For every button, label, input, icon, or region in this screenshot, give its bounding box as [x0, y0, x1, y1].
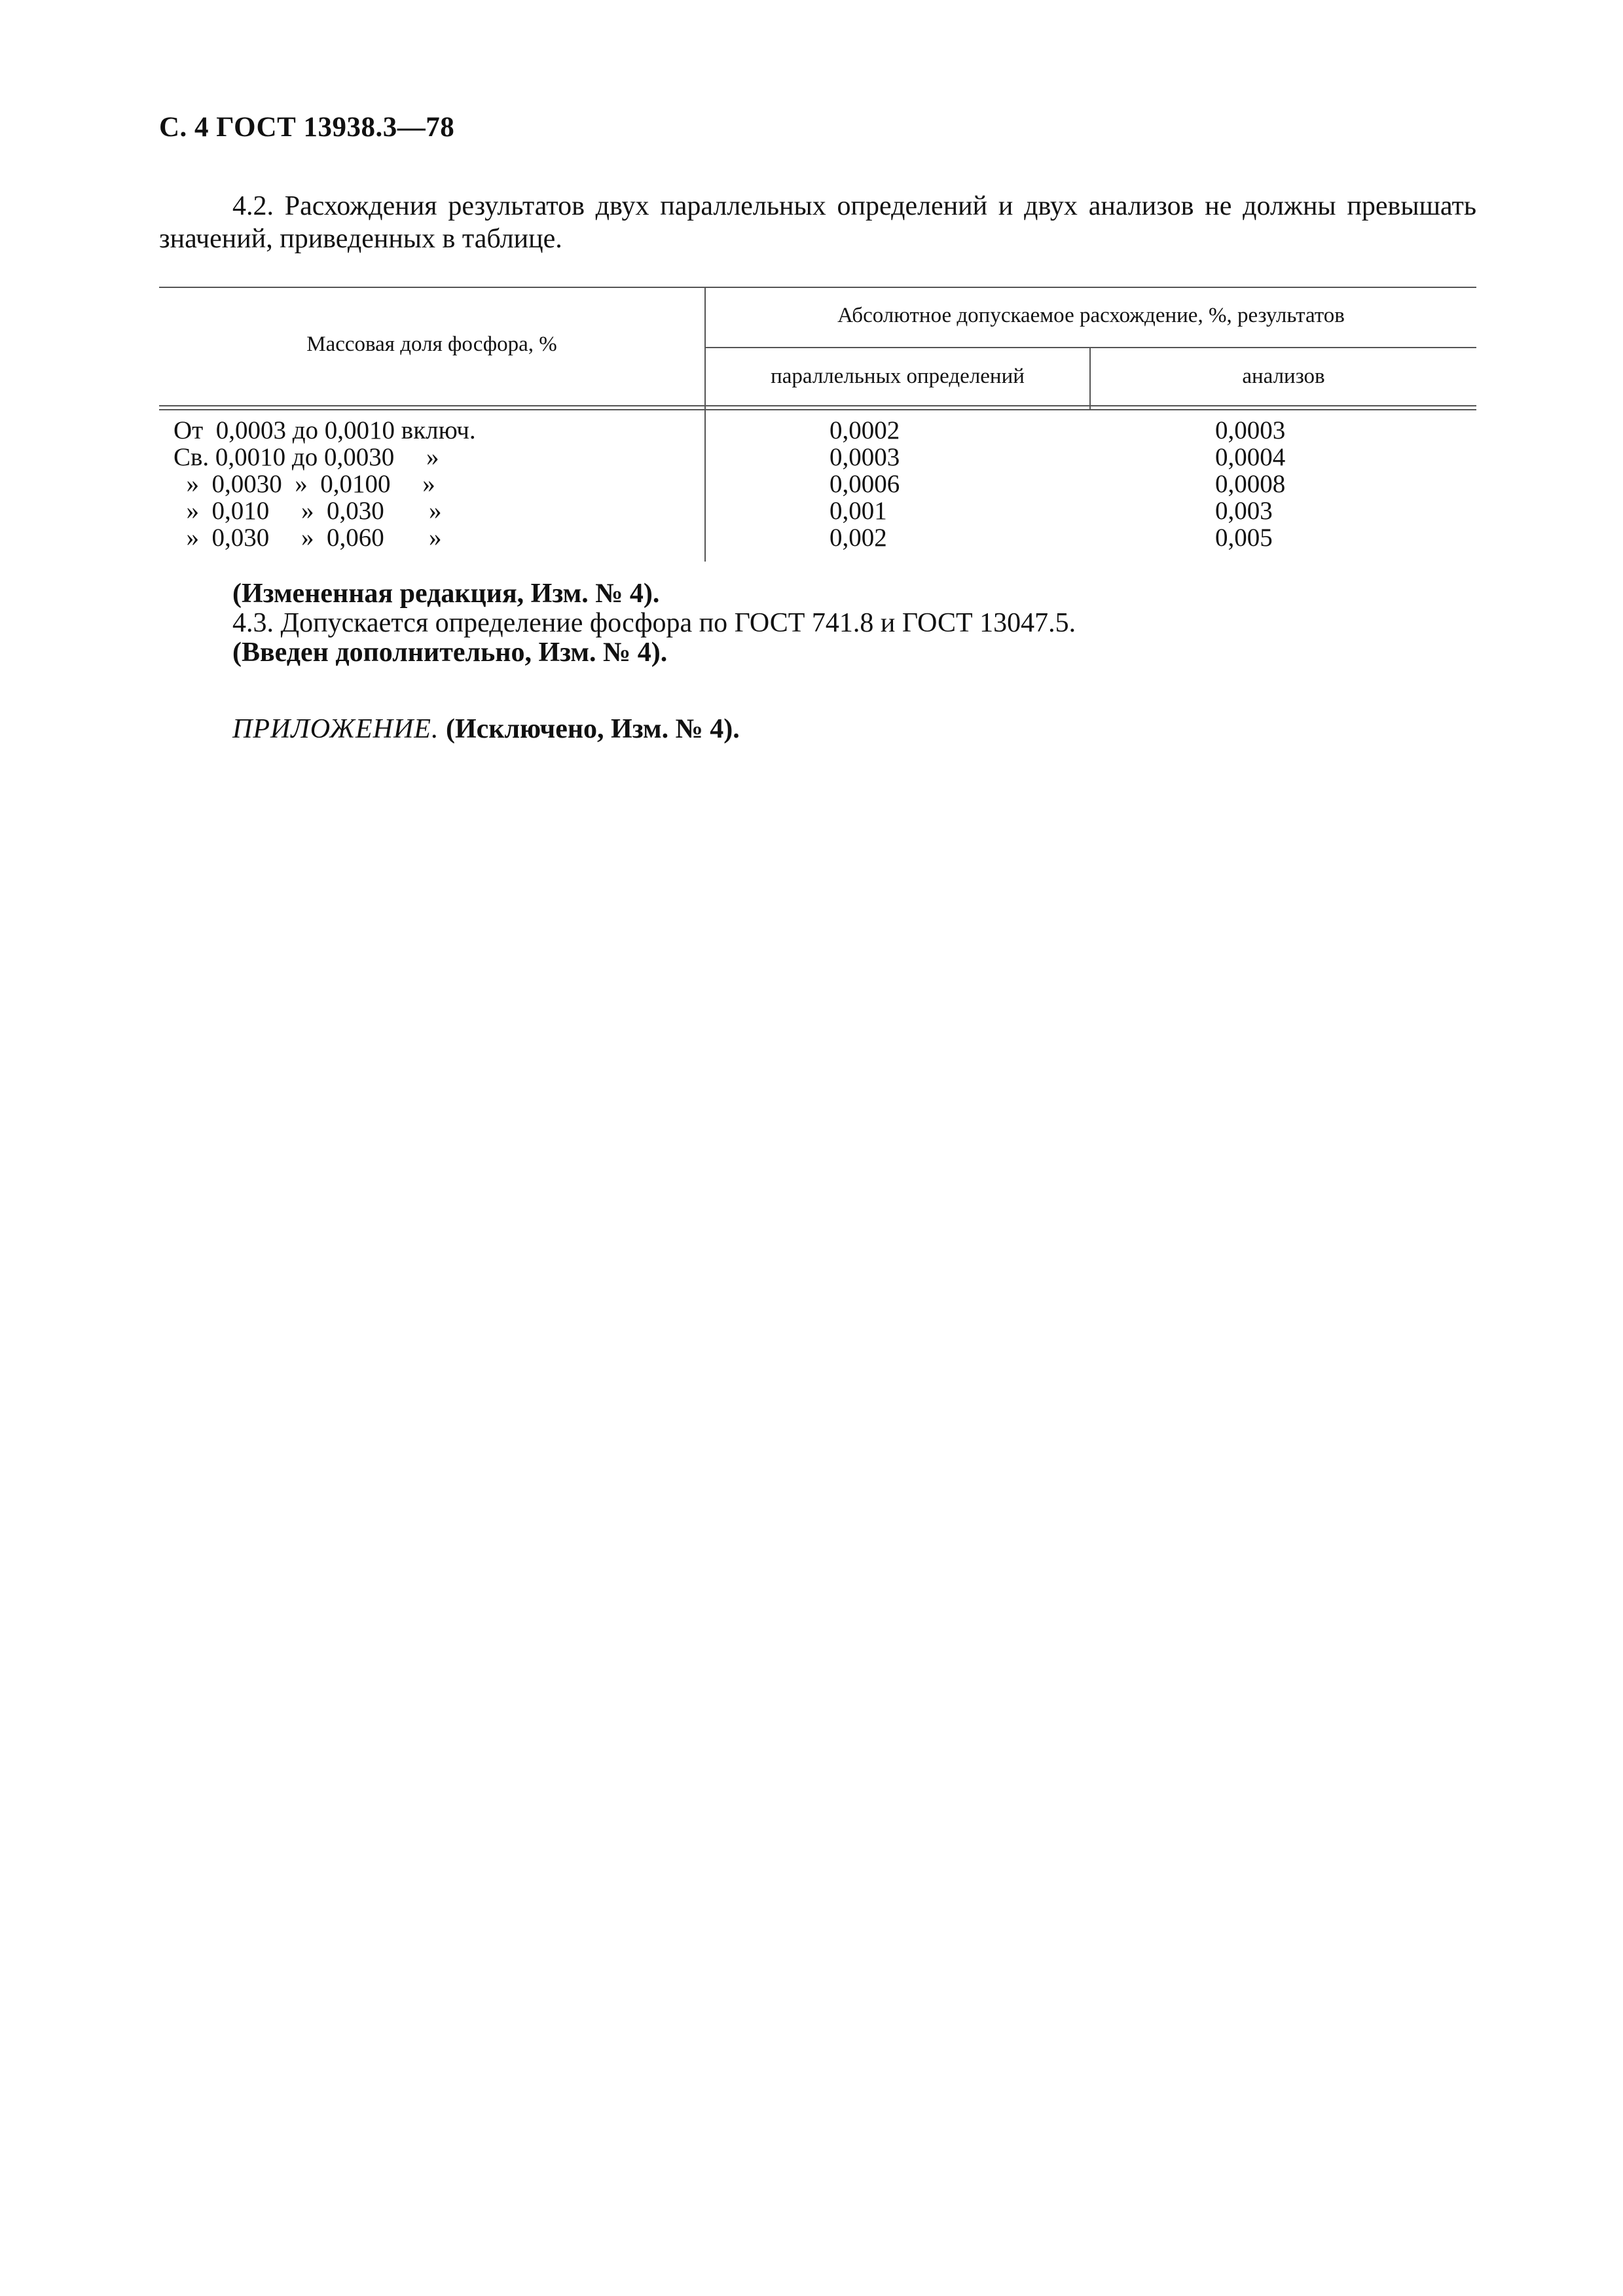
- table-cell-parallel: 0,001: [830, 497, 887, 525]
- table-cell-analyses: 0,0004: [1215, 443, 1286, 471]
- table-header-mass-fraction: Массовая доля фосфора, %: [306, 332, 557, 356]
- table-header-analyses: анализов: [1242, 365, 1325, 388]
- page-header: С. 4 ГОСТ 13938.3—78: [159, 112, 455, 143]
- table-header-abs-difference: Абсолютное допускаемое расхождение, %, результатов: [837, 304, 1345, 327]
- table-cell-range: » 0,030 » 0,060 »: [173, 524, 442, 552]
- table-cell-parallel: 0,0003: [830, 443, 900, 471]
- table-cell-range: » 0,010 » 0,030 »: [173, 497, 442, 525]
- table-cell-parallel: 0,002: [830, 524, 887, 552]
- table-header-bottom-rule-2: [159, 409, 1476, 410]
- table-cell-parallel: 0,0006: [830, 470, 900, 498]
- paragraph-4-2-text: 4.2. Расхождения результатов двух параллельных определений и двух анализов не должны превышать значений, приведенных в таблице.: [159, 191, 1476, 254]
- amended-note: (Измененная редакция, Изм. № 4).: [232, 579, 660, 609]
- introduced-note: (Введен дополнительно, Изм. № 4).: [232, 637, 668, 668]
- table-cell-range: » 0,0030 » 0,0100 »: [173, 470, 435, 498]
- item-4-3: 4.3. Допускается определение фосфора по ГОСТ 741.8 и ГОСТ 13047.5.: [232, 608, 1076, 638]
- table-cell-analyses: 0,0003: [1215, 416, 1286, 444]
- table-cell-range: Св. 0,0010 до 0,0030 »: [173, 443, 439, 471]
- table-cell-range: От 0,0003 до 0,0010 включ.: [173, 416, 476, 444]
- table-top-rule: [159, 287, 1476, 288]
- table-header-parallel: параллельных определений: [771, 365, 1025, 388]
- table-cell-parallel: 0,0002: [830, 416, 900, 444]
- tolerance-table: [159, 287, 1476, 562]
- table-cell-analyses: 0,005: [1215, 524, 1273, 552]
- appendix-note: [232, 713, 740, 745]
- table-cell-analyses: 0,003: [1215, 497, 1273, 525]
- appendix-label: ПРИЛОЖЕНИЕ.: [232, 714, 439, 744]
- table-col-divider-1: [704, 287, 706, 562]
- notes-block: [232, 579, 1076, 668]
- appendix-status: (Исключено, Изм. № 4).: [445, 714, 740, 744]
- table-cell-analyses: 0,0008: [1215, 470, 1286, 498]
- table-header-bottom-rule: [159, 405, 1476, 406]
- paragraph-4-2: [159, 190, 1476, 255]
